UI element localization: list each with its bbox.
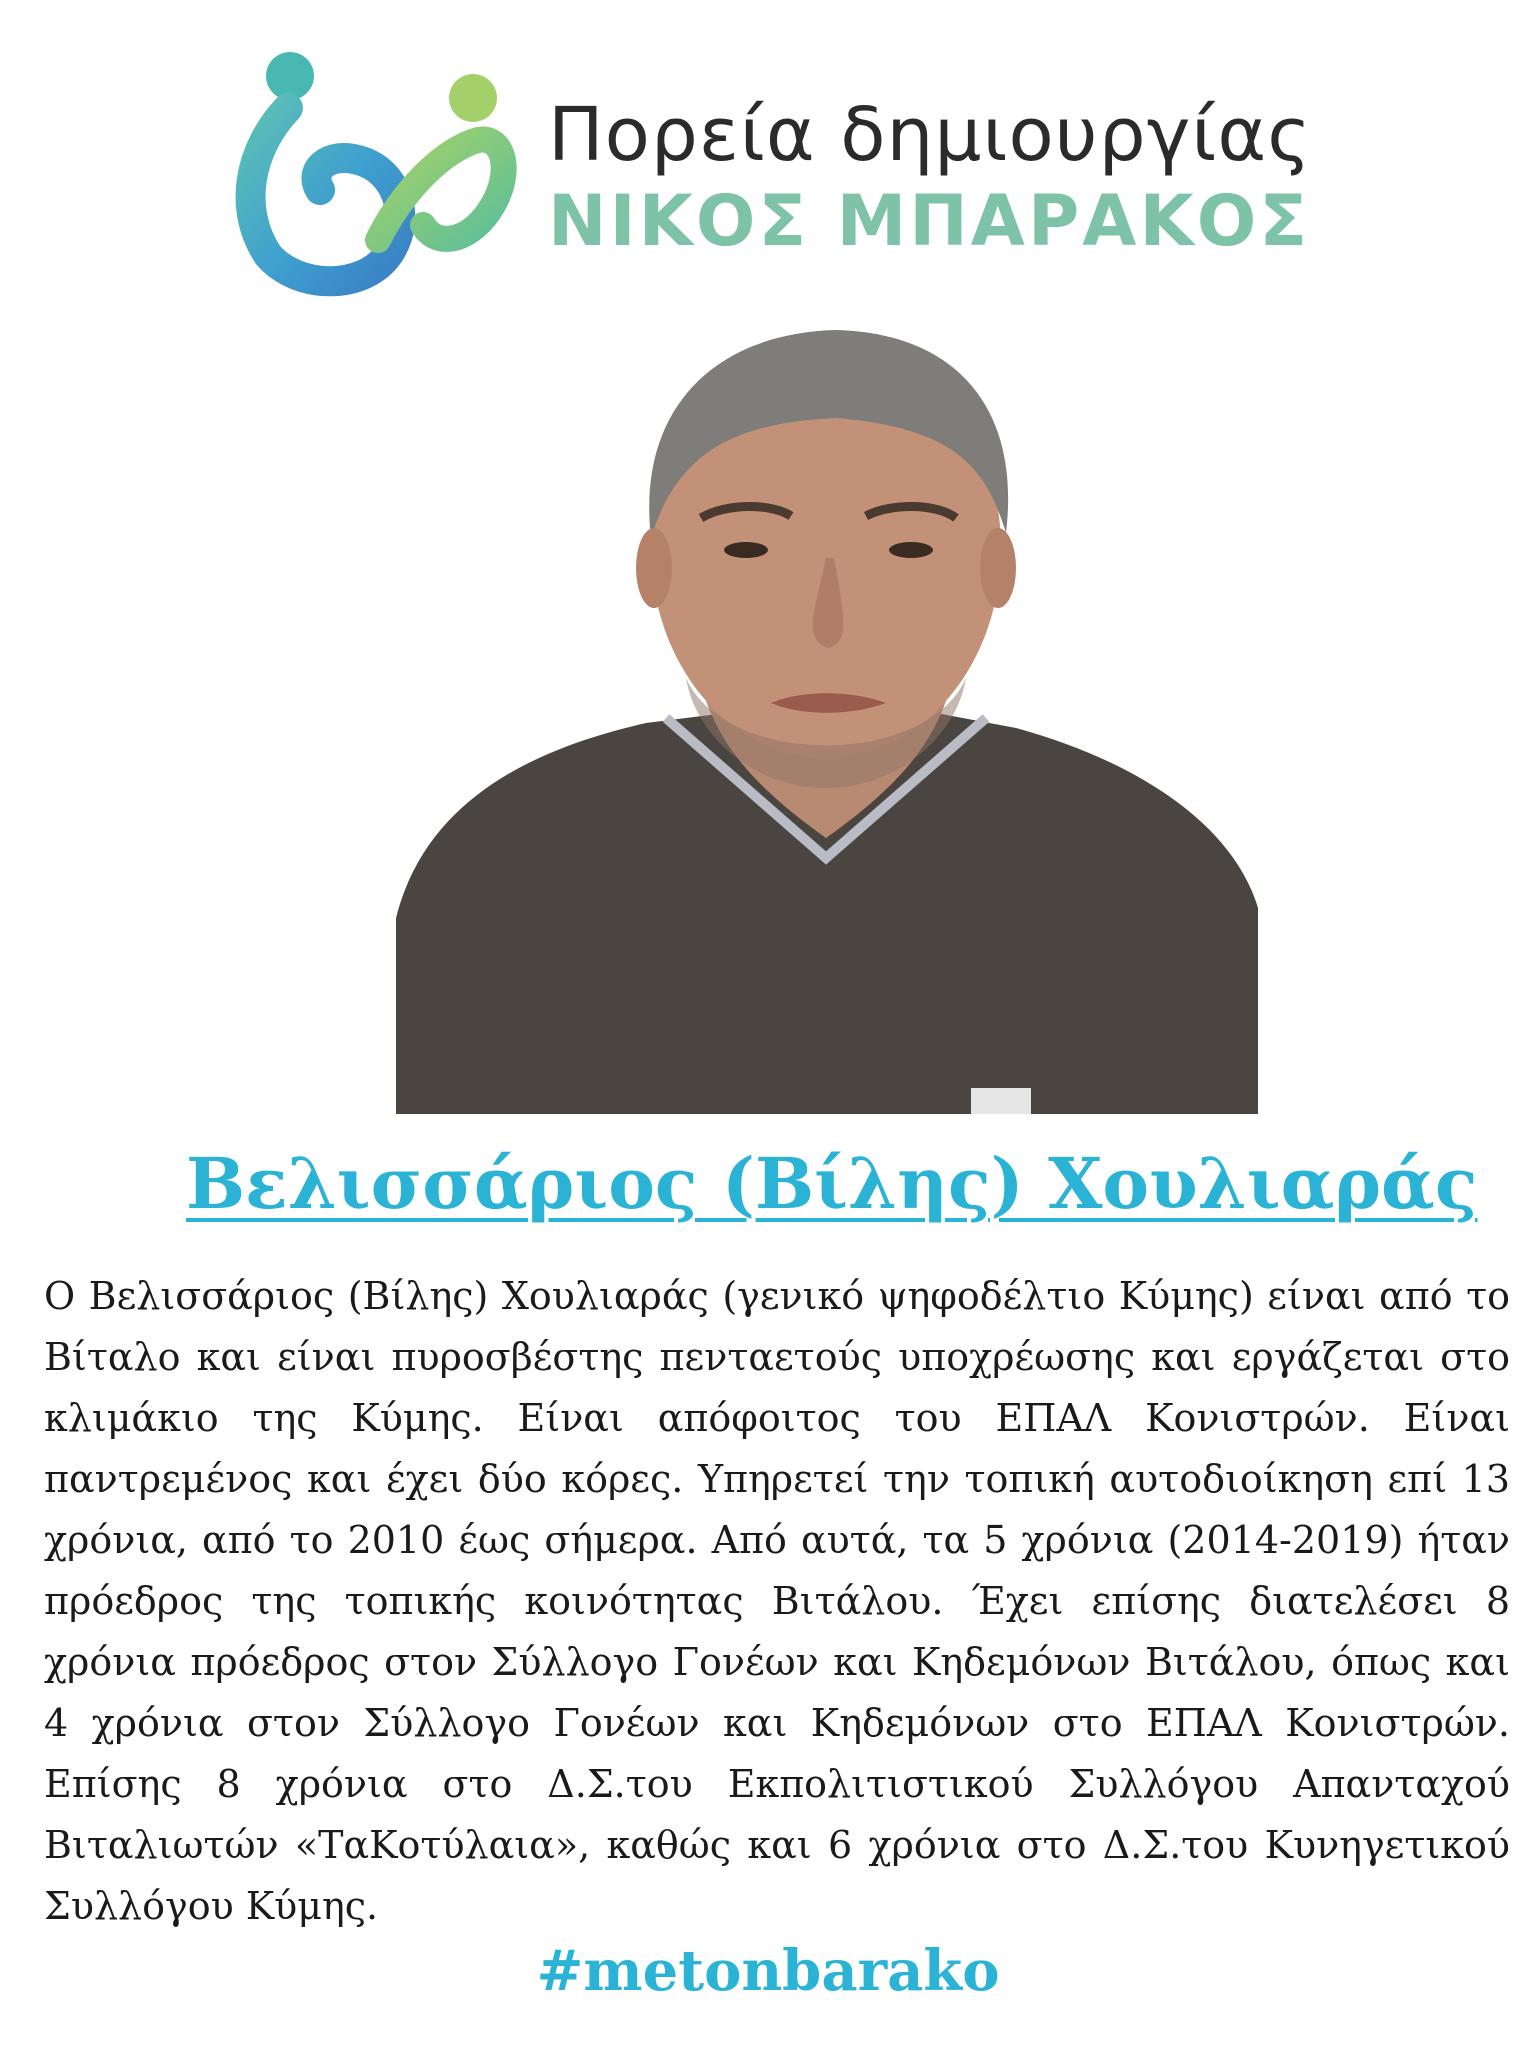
candidate-name-heading: Βελισσάριος (Βίλης) Χουλιαράς — [186, 1142, 1478, 1225]
candidate-photo — [396, 318, 1258, 1114]
campaign-logo — [228, 40, 1348, 300]
logo-mark-icon — [228, 40, 528, 300]
logo-tagline: Πορεία δημιουργίας — [548, 92, 1312, 178]
candidate-bio: Ο Βελισσάριος (Βίλης) Χουλιαράς (γενικό ψηφοδέλτιο Κύμης) είναι από το Βίταλο και είναι πυροσβέστης πενταετούς υποχρέωσης και εργάζεται στο κλιμάκιο της Κύμης. Είναι απόφοιτος του ΕΠΑΛ Κονιστρών. Είναι παντρεμένος και έχει δύο κόρες. Υπηρετεί την τοπική αυτοδιοίκηση επί 13 χρόνια, από το 2010 έως σήμερα. Από αυτά, τα 5 χρόνια (2014-2019) ήταν πρόεδρος της τοπικής κοινότητας Βιτάλου. Έχει επίσης διατελέσει 8 χρόνια πρόεδρος στον Σύλλογο Γονέων και Κηδεμόνων Βιτάλου, όπως και 4 χρόνια στον Σύλλογο Γονέων και Κηδεμόνων στο ΕΠΑΛ Κονιστρών. Επίσης 8 χρόνια στο Δ.Σ.του Εκπολιτιστικού Συλλόγου Απανταχού Βιταλιωτών «ΤαΚοτύλαια», καθώς και 6 χρόνια στο Δ.Σ.του Κυνηγετικού Συλλόγου Κύμης. — [44, 1274, 1510, 1928]
campaign-hashtag: #metonbarako — [536, 1938, 1000, 2004]
logo-name: ΝΙΚΟΣ ΜΠΑΡΑΚΟΣ — [548, 180, 1311, 262]
